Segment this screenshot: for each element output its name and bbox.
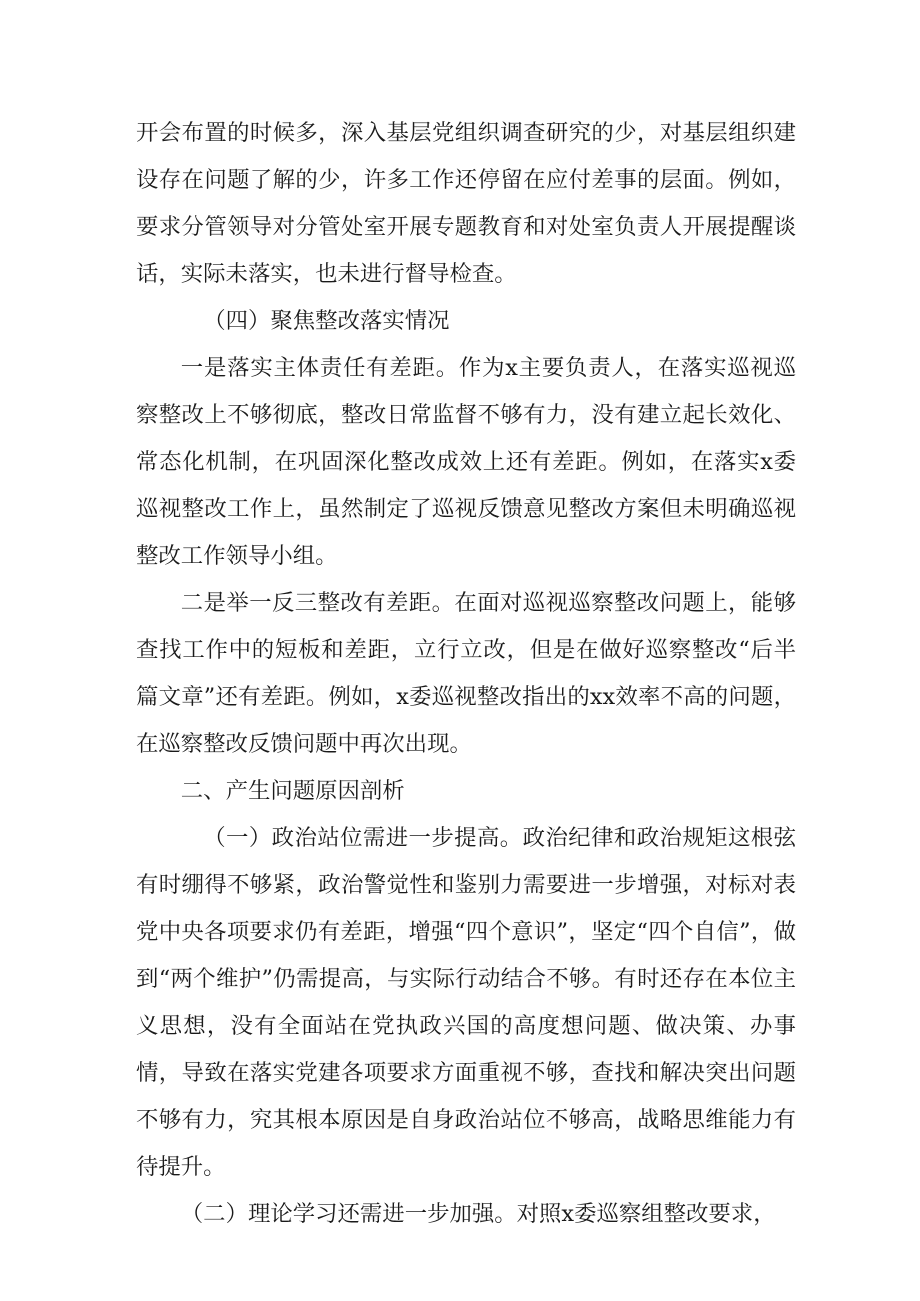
subheading-focus-rectification: （四）聚焦整改落实情况 xyxy=(203,308,450,334)
document-body xyxy=(136,110,796,1238)
paragraph-main-responsibility: 一是落实主体责任有差距。作为x主要负责人，在落实巡视巡察整改上不够彻底，整改日常监督不够有力，没有建立起长效化、常态化机制，在巩固深化整改成效上还有差距。例如，在落实x委巡视整改工作上，虽然制定了巡视反馈意见整改方案但未明确巡视整改工作领导小组。 xyxy=(136,355,796,569)
section-heading-cause-analysis: 二、产生问题原因剖析 xyxy=(180,778,405,804)
paragraph-political-stance: （一）政治站位需进一步提高。政治纪律和政治规矩这根弦有时绷得不够紧，政治警觉性和鉴别力需要进一步增强，对标对表党中央各项要求仍有差距，增强“四个意识”，坚定“四个自信”，做到“两个维护”仍需提高，与实际行动结合不够。有时还存在本位主义思想，没有全面站在党执政兴国的高度想问题、做决策、办事情，导致在落实党建各项要求方面重视不够，查找和解决突出问题不够有力，究其根本原因是自身政治站位不够高，战略思维能力有待提升。 xyxy=(136,825,796,1180)
paragraph-theory-study: （二）理论学习还需进一步加强。对照x委巡察组整改要求， xyxy=(180,1201,776,1227)
paragraph-draw-inferences: 二是举一反三整改有差距。在面对巡视巡察整改问题上，能够查找工作中的短板和差距，立行立改，但是在做好巡察整改“后半篇文章”还有差距。例如，x委巡视整改指出的xx效率不高的问题，在巡察整改反馈问题中再次出现。 xyxy=(136,590,796,757)
paragraph-continuation: 开会布置的时候多，深入基层党组织调查研究的少，对基层组织建设存在问题了解的少，许多工作还停留在应付差事的层面。例如，要求分管领导对分管处室开展专题教育和对处室负责人开展提醒谈话，实际未落实，也未进行督导检查。 xyxy=(136,120,796,287)
